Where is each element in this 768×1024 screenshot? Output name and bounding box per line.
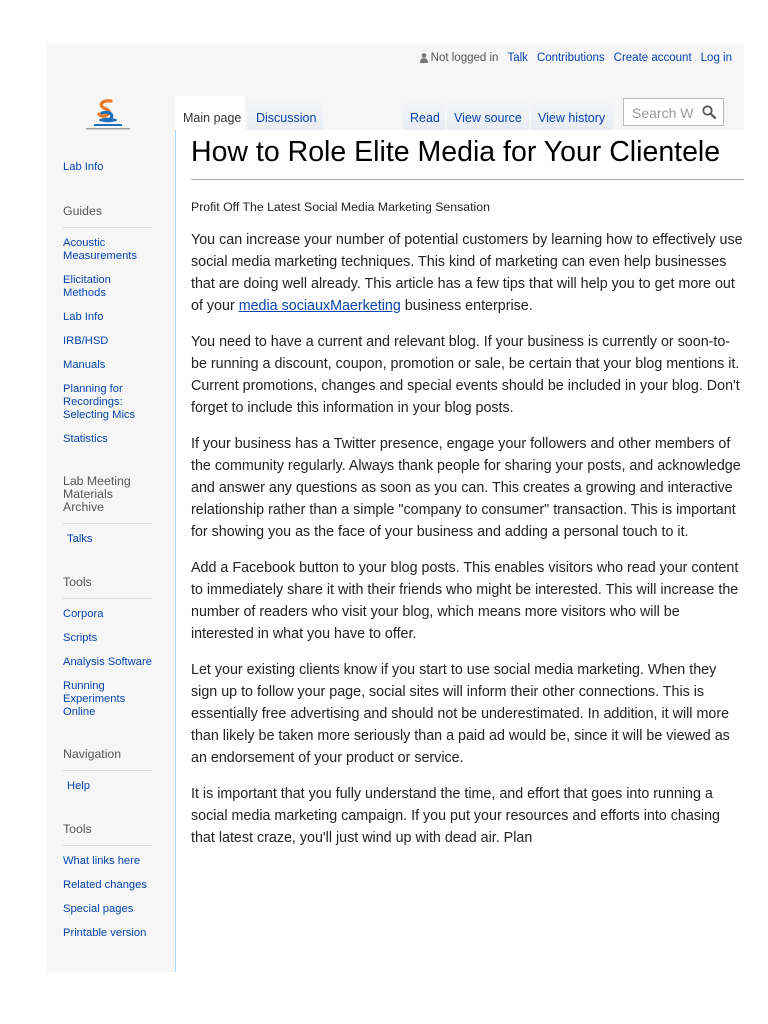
sidebar-item-irb-hsd[interactable]: IRB/HSD	[63, 335, 109, 347]
tab-read[interactable]: Read	[403, 96, 445, 130]
article-paragraph-6: It is important that you fully understand the time, and effort that goes into running a social media marketing campaign. If you put your resources and efforts into chasing that latest craze, you'll just wind up with dead air. Plan	[191, 786, 720, 846]
sidebar-item-elicitation-methods[interactable]: Elicitation Methods	[63, 274, 111, 299]
sidebar-item-help[interactable]: Help	[67, 780, 91, 792]
search-input[interactable]	[623, 98, 724, 126]
sidebar-section-navigation-title: Navigation	[63, 748, 152, 771]
article-paragraph-5: Let your existing clients know if you start to use social media marketing. When they sign up to follow your page, social sites will inform their other connections. This is essentially free advertising and should not be underestimated. In addition, it will more than likely be taken more seriously than a paid ad would be, since it will be viewed as an endorsement of your product or service.	[191, 662, 730, 766]
create-account-link[interactable]: Create account	[613, 52, 692, 64]
sidebar-section-lab-meeting-title: Lab Meeting Materials Archive	[63, 475, 152, 524]
article-paragraph-4: Add a Facebook button to your blog posts. This enables visitors who read your content to immediately share it with their friends who might be interested. This will increase the number of readers who visit your blog, which means more visitors who will be interested in what you have to offer.	[191, 560, 739, 642]
sidebar-item-planning-for-recordings[interactable]: Planning for Recordings: Selecting Mics	[63, 383, 136, 421]
tab-view-source[interactable]: View source	[447, 96, 529, 130]
tab-discussion[interactable]: Discussion	[247, 96, 323, 130]
sidebar-item-talks[interactable]: Talks	[67, 533, 93, 545]
search-placeholder: Search W	[632, 105, 694, 121]
tab-view-history[interactable]: View history	[531, 96, 613, 130]
article-paragraph-2: You need to have a current and relevant blog. If your business is currently or soon-to-be running a discount, coupon, promotion or sale, be certain that your blog mentions it. Current promotions, changes and special events should be included in your blog. Don't forget to include this information in your blog posts.	[191, 334, 740, 416]
sidebar-item-scripts[interactable]: Scripts	[63, 632, 98, 644]
sidebar-item-what-links-here[interactable]: What links here	[63, 855, 141, 867]
sidebar-item-manuals[interactable]: Manuals	[63, 359, 106, 371]
article-content	[175, 130, 744, 972]
sidebar-item-statistics[interactable]: Statistics	[63, 433, 108, 445]
tab-main-page[interactable]: Main page	[175, 96, 245, 130]
wiki-frame	[47, 44, 744, 972]
sidebar-item-lab-info[interactable]: Lab Info	[63, 161, 104, 173]
page-title: How to Role Elite Media for Your Clientele	[191, 135, 744, 180]
article-paragraph-3: If your business has a Twitter presence, engage your followers and other members of the community regularly. Always thank people for sharing your posts, and acknowledge and answer any questions as soon as you can. This creates a growing and interactive relationship rather than a simple "company to consumer" transaction. This is important for showing you as the face of your business and adding a personal touch to it.	[191, 436, 741, 540]
personal-tools	[420, 52, 732, 64]
site-logo[interactable]	[78, 99, 138, 133]
sidebar-item-special-pages[interactable]: Special pages	[63, 903, 134, 915]
contributions-link[interactable]: Contributions	[536, 52, 605, 64]
user-icon	[420, 53, 428, 63]
sidebar-item-corpora[interactable]: Corpora	[63, 608, 104, 620]
sidebar-item-running-experiments-online[interactable]: Running Experiments Online	[63, 680, 126, 718]
log-in-link[interactable]: Log in	[700, 52, 732, 64]
article-tagline: Profit Off The Latest Social Media Marketing Sensation	[191, 200, 490, 214]
not-logged-in-text: Not logged in	[430, 52, 499, 64]
sidebar-item-acoustic-measurements[interactable]: Acoustic Measurements	[63, 237, 137, 262]
article-paragraph-1: You can increase your number of potential customers by learning how to effectively use social media marketing techniques. This kind of marketing can even help businesses that are doing well already. This article has a few tips that will help you to get more out of your media sociauxMaerketing business enterprise.	[191, 232, 743, 314]
sidebar-section-guides-title: Guides	[63, 205, 152, 228]
search-icon[interactable]	[702, 105, 716, 119]
sidebar-section-tools-title: Tools	[63, 576, 152, 599]
sidebar-item-related-changes[interactable]: Related changes	[63, 879, 147, 891]
sidebar	[63, 161, 153, 940]
sidebar-item-analysis-software[interactable]: Analysis Software	[63, 656, 152, 668]
talk-link[interactable]: Talk	[507, 52, 528, 64]
media-marketing-link[interactable]: media sociauxMaerketing	[238, 298, 401, 314]
sidebar-section-tools-2-title: Tools	[63, 823, 152, 846]
sidebar-item-lab-info-2[interactable]: Lab Info	[63, 311, 104, 323]
sidebar-item-printable-version[interactable]: Printable version	[63, 927, 147, 939]
